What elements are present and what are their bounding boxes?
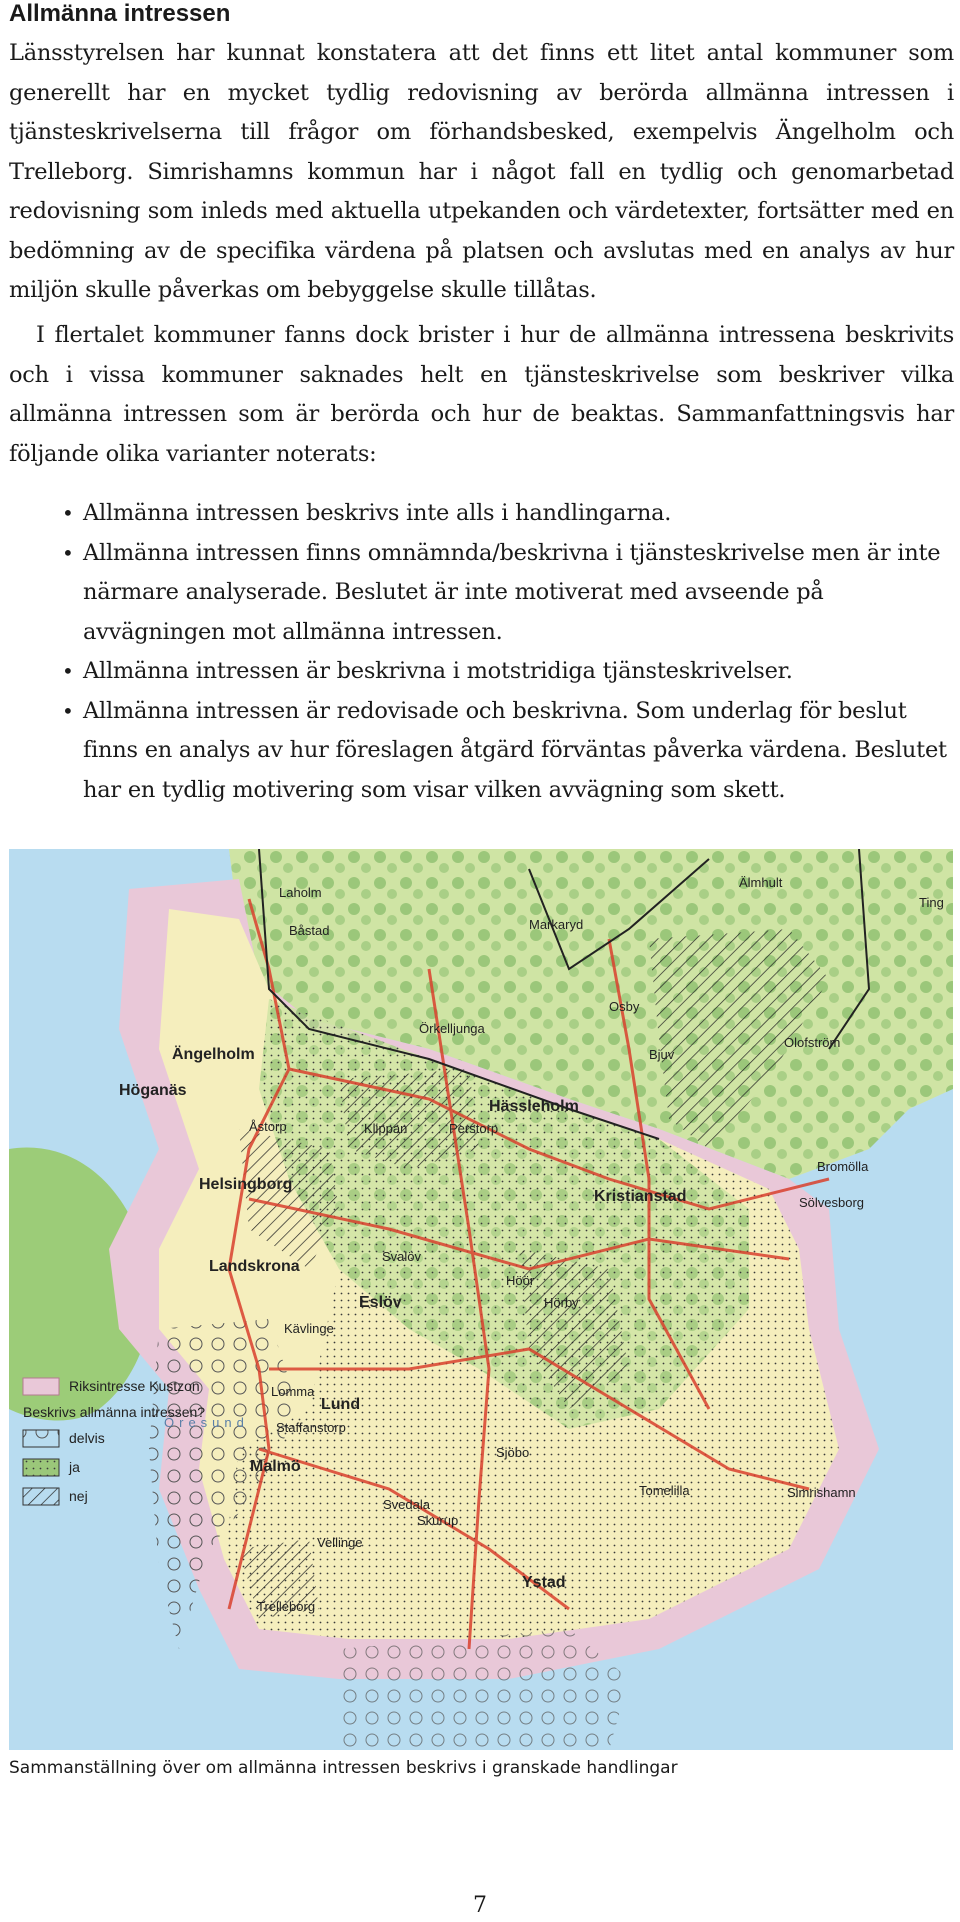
list-item: • Allmänna intressen finns omnämnda/beskrivna i tjänsteskrivelse men är inte närmare analyserade. Beslutet är inte motiverat med avseende på avvägningen mot allmänna intressen. [9,534,954,653]
label-angelholm: Ängelholm [172,1046,255,1063]
label-ystad: Ystad [522,1574,566,1591]
label-bjuv-area: Bjuv [649,1047,675,1062]
label-solvesborg: Sölvesborg [799,1195,865,1210]
paragraph-1: Länsstyrelsen har kunnat konstatera att det finns ett litet antal kommuner som generellt har en mycket tydlig redovisning av berörda allmänna intressen i tjänsteskrivelserna till frågor om förhandsbesked, exempelvis Ängelholm och Trelleborg. Simrishamns kommun har i något fall en tydlig och genomarbetad redovisning som inleds med aktuella utpekanden och värdetexter, fortsätter med en bedömning av de specifika värdena på platsen och avslutas med en analys av hur miljön skulle påverkas om bebyggelse skulle tillåtas. [9,40,954,303]
label-eslov: Eslöv [359,1294,402,1311]
label-lund: Lund [321,1396,361,1413]
label-landskrona: Landskrona [209,1258,300,1275]
label-staffanstorp: Staffanstorp [276,1420,346,1435]
area-delvis-southcoast [339,1629,629,1750]
label-lomma: Lomma [271,1384,315,1399]
label-horby: Hörby [544,1295,579,1310]
legend-delvis: delvis [69,1430,105,1446]
legend-swatch-nej [23,1488,59,1505]
label-osby: Osby [609,999,640,1014]
legend-nej: nej [69,1488,88,1504]
label-hoor: Höör [506,1273,535,1288]
label-orkelljunga: Örkelljunga [419,1021,485,1036]
label-olofstrom: Olofström [784,1035,841,1050]
legend-swatch-ja [23,1459,59,1476]
label-oresund: Öresund [164,1415,249,1430]
label-laholm: Laholm [279,885,322,900]
label-almhult: Älmhult [739,875,783,890]
label-klippan: Klippan [364,1121,408,1136]
label-hoganas: Höganäs [119,1082,187,1099]
list-item: • Allmänna intressen är beskrivna i motstridiga tjänsteskrivelser. [9,652,954,692]
legend-kustzon: Riksintresse Kustzon [69,1378,200,1394]
legend-question: Beskrivs allmänna intressen? [23,1404,206,1420]
label-kristianstad: Kristianstad [594,1188,687,1205]
label-helsingborg: Helsingborg [199,1176,293,1193]
label-vellinge: Vellinge [317,1535,363,1550]
label-bromolla: Bromölla [817,1159,869,1174]
label-perstorp: Perstorp [449,1121,499,1136]
list-item: • Allmänna intressen beskrivs inte alls i handlingarna. [9,494,954,534]
label-trelleborg: Trelleborg [257,1599,316,1614]
variants-list [9,494,954,810]
legend-swatch-delvis [23,1430,59,1447]
paragraph-2: I flertalet kommuner fanns dock brister i hur de allmänna intressena beskrivits och i vissa kommuner saknades helt en tjänsteskrivelse som beskriver vilka allmänna intressen som är berörda och hur de beaktas. Sammanfattningsvis har följande olika varianter noterats: [9,322,954,467]
label-skurup: Skurup [417,1513,459,1528]
map-caption: Sammanställning över om allmänna intressen beskrivs i granskade handlingar [9,1758,678,1778]
label-simrishamn: Simrishamn [787,1485,856,1500]
legend-ja: ja [69,1459,80,1475]
label-svalov: Svalöv [382,1249,422,1264]
list-item: • Allmänna intressen är redovisade och beskrivna. Som underlag för beslut finns en analys av hur föreslagen åtgärd förväntas påverka värdena. Beslutet har en tydlig motivering som visar vilken avvägning som skett. [9,692,954,811]
label-svedala: Svedala [383,1497,430,1512]
skane-map [9,849,953,1750]
label-hassleholm: Hässleholm [489,1098,579,1115]
label-ting: Ting [919,895,944,910]
label-kavlinge: Kävlinge [284,1321,334,1336]
section-heading: Allmänna intressen [9,0,231,27]
legend-swatch-kustzon [23,1378,59,1395]
label-malmo: Malmö [250,1458,301,1475]
label-markaryd: Markaryd [529,917,584,932]
page-number: 7 [473,1893,487,1918]
label-bastad: Båstad [289,923,330,938]
label-astorp: Åstorp [249,1119,287,1134]
label-tomelilla: Tomelilla [639,1483,690,1498]
label-sjobo: Sjöbo [496,1445,530,1460]
